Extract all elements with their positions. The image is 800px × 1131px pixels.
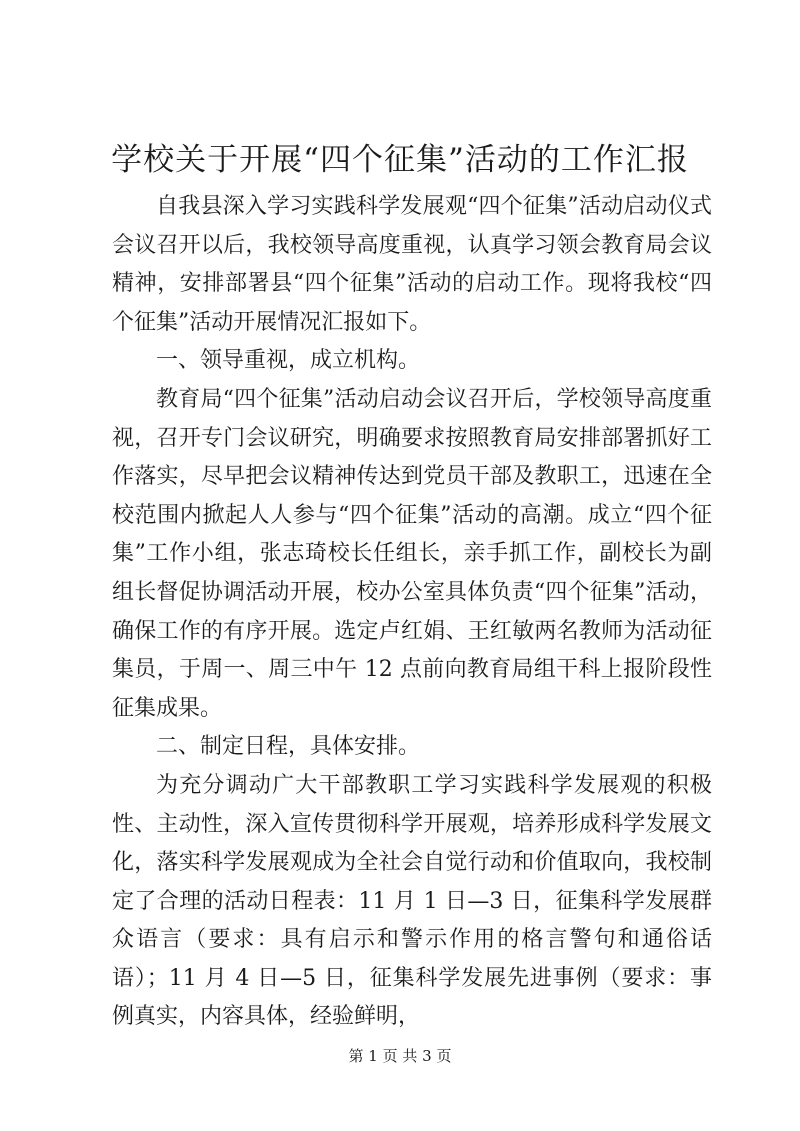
paragraph-section-2: 为充分调动广大干部教职工学习实践科学发展观的积极性、主动性，深入宣传贯彻科学开展观，培养形成科学发展文化，落实科学发展观成为全社会自觉行动和价值取向，我校制定了合理的活动日程表：11 月 1 日—3 日，征集科学发展群众语言（要求：具有启示和警示作用的格言警句和通俗话语）；11 月 4 日—5 日，征集科学发展先进事例（要求：事例真实，内容具体，经验鲜明， bbox=[112, 772, 712, 1030]
page-footer: 第 1 页 共 3 页 bbox=[348, 1047, 452, 1065]
section-heading-1: 一、领导重视，成立机构。 bbox=[156, 348, 421, 374]
document-body bbox=[112, 188, 712, 1037]
paragraph-intro: 自我县深入学习实践科学发展观“四个征集”活动启动仪式会议召开以后，我校领导高度重视，认真学习领会教育局会议精神，安排部署县“四个征集”活动的启动工作。现将我校“四个征集”活动开展情况汇报如下。 bbox=[112, 194, 712, 335]
paragraph-section-1: 教育局“四个征集”活动启动会议召开后，学校领导高度重视，召开专门会议研究，明确要求按照教育局安排部署抓好工作落实，尽早把会议精神传达到党员干部及教职工，迅速在全校范围内掀起人人参与“四个征集”活动的高潮。成立“四个征集”工作小组，张志琦校长任组长，亲手抓工作，副校长为副组长督促协调活动开展，校办公室具体负责“四个征集”活动，确保工作的有序开展。选定卢红娟、王红敏两名教师为活动征集员，于周一、周三中午 12 点前向教育局组干科上报阶段性征集成果。 bbox=[112, 386, 712, 721]
section-heading-2: 二、制定日程，具体安排。 bbox=[156, 734, 421, 760]
document-title: 学校关于开展“四个征集”活动的工作汇报 bbox=[111, 142, 689, 178]
